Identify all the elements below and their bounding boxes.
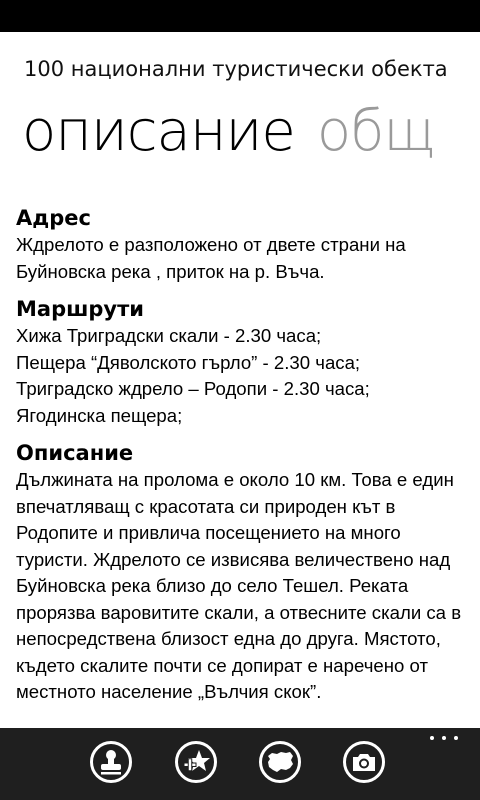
camera-button[interactable] [343, 741, 385, 783]
map-button[interactable] [259, 741, 301, 783]
address-text: Ждрелото е разположено от двете страни на Буйновска река , приток на р. Въча. [16, 234, 406, 282]
content-panel[interactable] [16, 204, 468, 728]
add-favorite-button[interactable] [175, 741, 217, 783]
description-section [16, 439, 468, 706]
camera-icon [351, 751, 377, 773]
description-text: Дължината на пролома е около 10 км. Това е един впечатляващ с красотата си природен кът в Родопите и привлича посещението на много туристи. Ждрелото се извисява величествено над Буйновска река близо до село Тешел. Реката прорязва варовитите скали, а отвесните скали са в непосредствена близост една до друга. Мястото, където скалите почти се допират е наречено от местното население „Вълчия скок”. [16, 469, 462, 702]
more-options-icon[interactable] [430, 736, 458, 746]
pivot-header-general[interactable]: общ [316, 99, 435, 164]
address-heading: Адрес [16, 206, 91, 230]
pivot-headers [22, 96, 480, 170]
route-item: Пещера “Дяволското гърло” - 2.30 часа; [16, 351, 361, 373]
routes-list [16, 323, 468, 429]
address-section [16, 204, 468, 285]
stamp-icon [98, 748, 124, 776]
map-icon [266, 750, 294, 774]
stamp-button[interactable] [90, 741, 132, 783]
route-item: Ягодинска пещера; [16, 404, 183, 426]
route-item: Хижа Триградски скали - 2.30 часа; [16, 325, 322, 346]
app-bar [0, 728, 480, 800]
description-heading: Описание [16, 441, 134, 465]
app-title: 100 национални туристически обекта [24, 57, 448, 81]
add-favorite-icon [182, 748, 210, 776]
pivot-header-description[interactable]: описание [22, 99, 295, 164]
status-bar [0, 0, 480, 32]
route-item: Триградско ждрело – Родопи - 2.30 часа; [16, 378, 370, 399]
routes-section [16, 295, 468, 429]
routes-heading: Маршрути [16, 297, 145, 321]
